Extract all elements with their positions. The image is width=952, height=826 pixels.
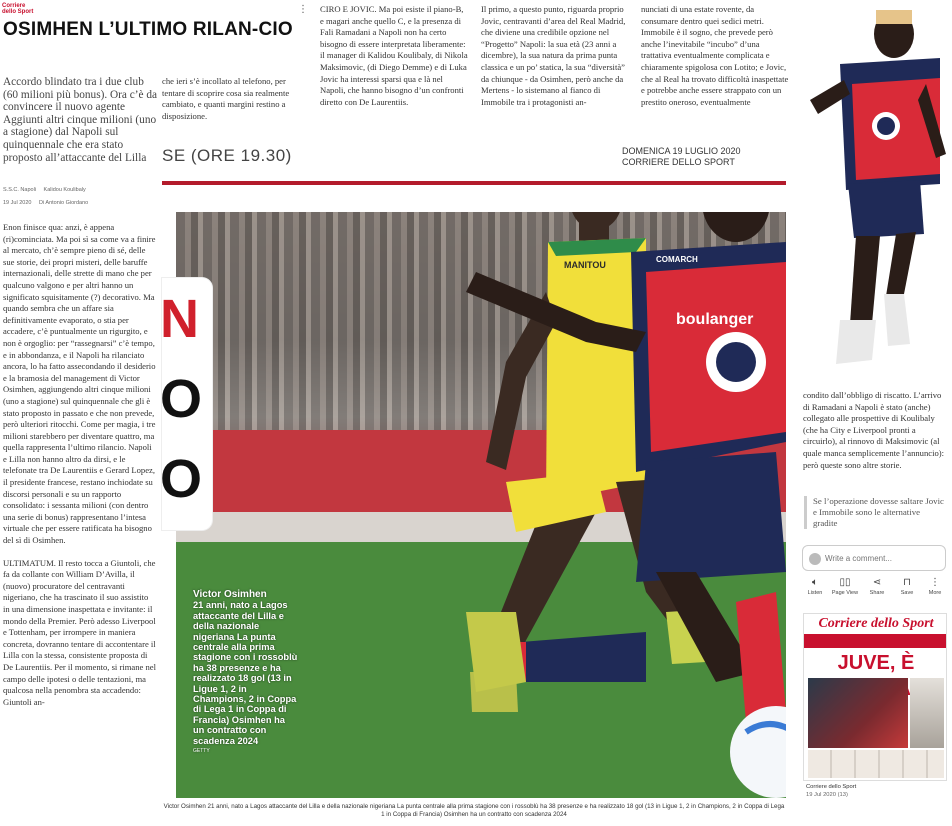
article-body-top-1: che ieri s’è incollato al telefono, per tentare di scoprire cosa sia realmente cambiato, e quanti margini restino a disposizione.: [162, 76, 290, 121]
article-toolbar: [800, 576, 950, 606]
share-label: Share: [869, 590, 885, 596]
front-page-strap: [804, 634, 947, 648]
listen-label: Listen: [807, 590, 823, 596]
article-subtitle: Accordo blindato tra i due club (60 milioni più bonus). Ora c’è da convincere il nuovo agente Aggiunti altri cinque milioni (uno a stagione) dal Napoli sul quinquennale che era stato proposto all’attaccante del Lilla: [3, 76, 158, 164]
front-page-side-image: [910, 678, 944, 748]
more-button[interactable]: [920, 576, 950, 606]
article-body-right: condito dall’obbligo di riscatto. L’arrivo di Ramadani a Napoli è stato (anche) collegato alle prospettive di Koulibaly (che ha City e Liverpool pronti a circuirlo), al rinnovo di Maksimovic (al quale manca semplicemente l’annuncio): però queste sono altre storie.: [803, 390, 945, 470]
pull-quote: Se l’operazione dovesse saltare Jovic e Immobile sono le alternative gradite: [804, 496, 946, 529]
front-page-name[interactable]: Corriere dello Sport: [806, 784, 857, 790]
yellow-sponsor: MANITOU: [564, 260, 606, 270]
photo-caption-bottom: Victor Osimhen 21 anni, nato a Lagos attaccante del Lilla e della nazionale nigeriana La punta centrale alla prima stagione con i rossoblù ha 38 presenze e ha realizzato 18 gol (13 in Ligue 1, 2 in Champions, 2 in Coppa di Lega 1 in Coppa di Francia) Osimhen ha un contratto con scadenza 2024: [163, 803, 785, 819]
page-view-icon: ▯▯: [839, 577, 851, 588]
front-page-date: 19 Jul 2020 (13): [806, 792, 848, 798]
article-body-left: [3, 222, 156, 826]
article-body-top-4: nunciati di una estate rovente, da consumare dentro quei sedici metri. Immobile è il sogno, che prevede però anche l’inevitabile “incubo” d’una trattativa eventualmente complicata e chiaramente spigolosa con Lotito; e Jovic, che al Real ha trovato difficoltà inaspettate e potrebbe anche essere strappato con un prestito oneroso, eventualmente: [641, 4, 789, 107]
shirt-sponsor: boulanger: [676, 311, 754, 328]
front-page-thumbnail[interactable]: [803, 613, 947, 781]
photo-strip-left-text: SE (ORE 19.30): [162, 146, 292, 165]
big-letter-o: O: [160, 369, 203, 429]
article-author: Di Antonio Giordano: [38, 200, 89, 206]
share-icon: ⋖: [872, 577, 882, 588]
more-icon: ⋮: [930, 577, 940, 588]
paragraph: ULTIMATUM. Il resto tocca a Giuntoli, che fa da collante con William D’Avilla, il (nuovo) procuratore del centravanti nigeriano, che ha trascinato il suo assistito in una dimensione inaspettata e invitante: il mondo della Premier. Però adesso Liverpool e Tottenham, per irrompere in maniera concreta, dovranno tentare di accontentare il Lilla con la stessa, consistente proposta di De Laurentiis. Per il momento, si rimane nel campo delle ipotesi o delle tentazioni, ma qualcosa nella penombra sta accadendo: Giuntoli an-: [3, 557, 156, 707]
more-vertical-icon[interactable]: ⋮: [298, 4, 308, 15]
save-label: Save: [900, 590, 914, 596]
article-body-top-2: CIRO E JOVIC. Ma poi esiste il piano-B, e magari anche quello C, e la presenza di Fali Ramadani a Napoli non ha certo bisogno di essere interpretata liberamente: il manager di Kalidou Koulibaly, di Nikola Maksimovic, (di Diego Demme) e di Luka Jovic ha interessi sparsi qua e là nel Napoli, che hanno bisogno d’un confronti diretto con De Laurentiis.: [320, 4, 468, 107]
share-button[interactable]: [862, 576, 892, 606]
front-page-masthead: Corriere dello Sport: [804, 614, 947, 634]
article-byline: [3, 200, 158, 206]
caption-body: 21 anni, nato a Lagos attaccante del Lilla e della nazionale nigeriana La punta centrale alla prima stagione con i rossoblù ha 38 presenze e ha realizzato 18 gol (13 in Ligue 1, 2 in Champions, 2 in Coppa di Lega 1 in Coppa di Francia) Osimhen ha un contratto con scadenza 2024: [193, 600, 298, 746]
article-date: 19 Jul 2020: [3, 200, 32, 206]
save-button[interactable]: [892, 576, 922, 606]
tag-link[interactable]: S.S.C. Napoli: [3, 187, 37, 193]
tag-link[interactable]: Kalidou Koulibaly: [43, 187, 86, 193]
speaker-icon: 🔈︎: [812, 577, 818, 588]
page-view-label: Page View: [831, 590, 859, 596]
red-rule: [162, 181, 786, 185]
article-title: OSIMHEN L’ULTIMO RILAN-CIO: [3, 19, 293, 40]
caption-name: Victor Osimhen: [193, 589, 267, 600]
front-page-bottom-ads: [808, 750, 944, 778]
shirt-top-sponsor: COMARCH: [656, 255, 698, 264]
brand-logo[interactable]: Corriere dello Sport: [2, 3, 34, 15]
comment-box[interactable]: [802, 545, 946, 571]
strip-paper: CORRIERE DELLO SPORT: [622, 157, 735, 167]
user-avatar-icon: [809, 553, 821, 565]
front-page-image: [808, 678, 908, 748]
big-letter-o2: O: [160, 449, 203, 509]
strip-date: DOMENICA 19 LUGLIO 2020: [622, 146, 741, 156]
more-label: More: [928, 590, 942, 596]
article-body-top-3: Il primo, a questo punto, riguarda proprio Jovic, centravanti d’area del Real Madrid, che diviene una credibile opzione nel “Progetto” Napoli: la sua età (23 anni a dicembre), la sua natura da prima punta classica e un po’ statica, la sua “diversità” da chiunque - da Osimhen, però anche da Mertens - lo sistemano al fianco di Immobile tra i protagonisti an-: [481, 4, 626, 107]
article-tags: [3, 187, 158, 193]
page-view-button[interactable]: [830, 576, 860, 606]
side-player-illustration: [800, 4, 948, 388]
photo-strip-right-text: [622, 146, 782, 168]
side-player-photo[interactable]: [800, 4, 948, 388]
caption-credit: GETTY: [193, 748, 210, 755]
front-page-headline: JUVE, È: [808, 650, 944, 676]
photo-caption: [193, 590, 298, 757]
big-letter-n: N: [160, 289, 199, 349]
listen-button[interactable]: [800, 576, 830, 606]
paragraph: Enon finisce qua: anzi, è appena (ri)cominciata. Ma poi sì sa come va a finire al mercato, ch’è sempre pieno di sé, delle sue storie, dei propri misteri, delle baruffe internazionali, delle strette di mano che per qualcuno valgono e per altri hanno un significato squisitamente (?) decorativo. Ma quando sembra che un affare sia definitivamente evaporato, o stia per accadere, c’è puntualmente un rigurgito, e non è orgoglio: per “rassegnarsi” c’è tempo, e in abbondanza, e il Napoli ha rilanciato ancora, lo ha fatto assecondando il desiderio e la bramosia del management di Victor Osimhen, aggiungendo altri cinque milioni (uno a stagione) sul quinquennale che gli è stato proposto in passato e che non prevede, però ulteriori ritocchi. Come per magia, i tre milioni starebbero per diventare quattro, ma quella rappresenta l’ultimo rilancio. Napoli e Lilla non hanno altro da dirsi, e le telefonate tra De Laurentiis e Gerard Lopez, il presidente francese, restano inchiodate su discorsi personali e su un rapporto consolidato: i sessanta milioni (con dentro una serie di bonus) rappresentano l’intesa virtuale che per essere ratificata ha bisogno del sì di Osimhen.: [3, 222, 156, 546]
bookmark-icon: ⊓: [903, 577, 911, 588]
comment-input[interactable]: [825, 551, 943, 566]
